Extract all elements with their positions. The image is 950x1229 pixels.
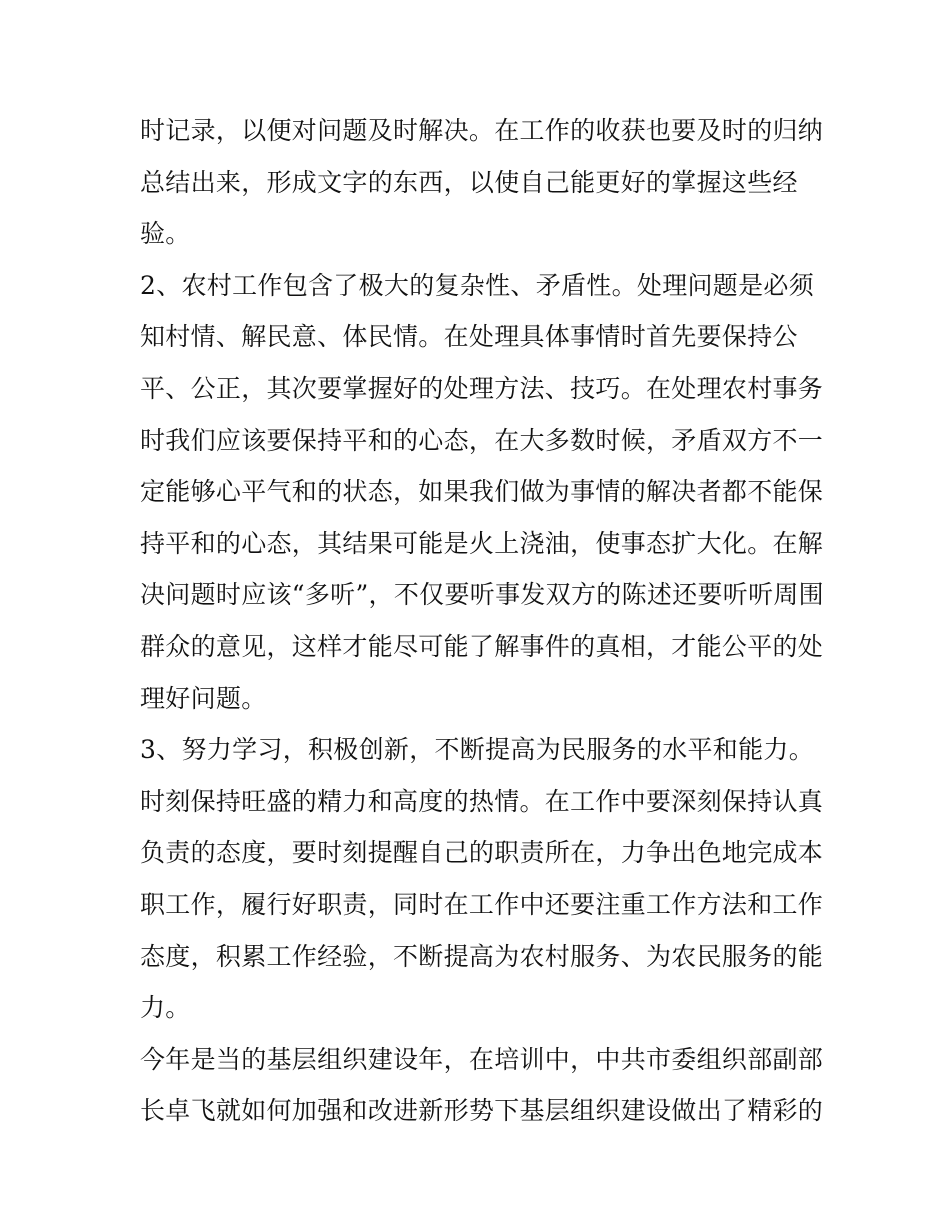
text-line: 负责的态度，要时刻提醒自己的职责所在，力争出色地完成本	[140, 838, 824, 868]
text-line: 总结出来，形成文字的东西，以使自己能更好的掌握这些经	[140, 167, 798, 197]
text-line: 知村情、解民意、体民情。在处理具体事情时首先要保持公	[140, 322, 798, 352]
text-line: 力。	[140, 993, 191, 1023]
text-line: 决问题时应该“多听”，不仅要听事发双方的陈述还要听听周围	[140, 580, 824, 610]
text-line: 职工作，履行好职责，同时在工作中还要注重工作方法和工作	[140, 889, 824, 919]
text-line: 定能够心平气和的状态，如果我们做为事情的解决者都不能保	[140, 477, 824, 507]
text-line: 验。	[140, 219, 191, 249]
text-line: 时记录，以便对问题及时解决。在工作的收获也要及时的归纳	[140, 116, 824, 145]
text-line: 群众的意见，这样才能尽可能了解事件的真相，才能公平的处	[140, 631, 824, 661]
text-line: 3、努力学习，积极创新，不断提高为民服务的水平和能力。	[140, 735, 815, 765]
text-line: 2、农村工作包含了极大的复杂性、矛盾性。处理问题是必须	[140, 270, 815, 300]
text-line: 长卓飞就如何加强和改进新形势下基层组织建设做出了精彩的	[140, 1096, 824, 1126]
document-body	[140, 105, 824, 1137]
text-line: 平、公正，其次要掌握好的处理方法、技巧。在处理农村事务	[140, 373, 824, 403]
text-line: 时我们应该要保持平和的心态，在大多数时候，矛盾双方不一	[140, 425, 824, 455]
text-line: 时刻保持旺盛的精力和高度的热情。在工作中要深刻保持认真	[140, 786, 824, 816]
text-line: 理好问题。	[140, 683, 267, 713]
text-line: 今年是当的基层组织建设年，在培训中，中共市委组织部副部	[140, 1044, 824, 1074]
text-line: 持平和的心态，其结果可能是火上浇油，使事态扩大化。在解	[140, 528, 824, 558]
text-line: 态度，积累工作经验，不断提高为农村服务、为农民服务的能	[140, 941, 824, 971]
